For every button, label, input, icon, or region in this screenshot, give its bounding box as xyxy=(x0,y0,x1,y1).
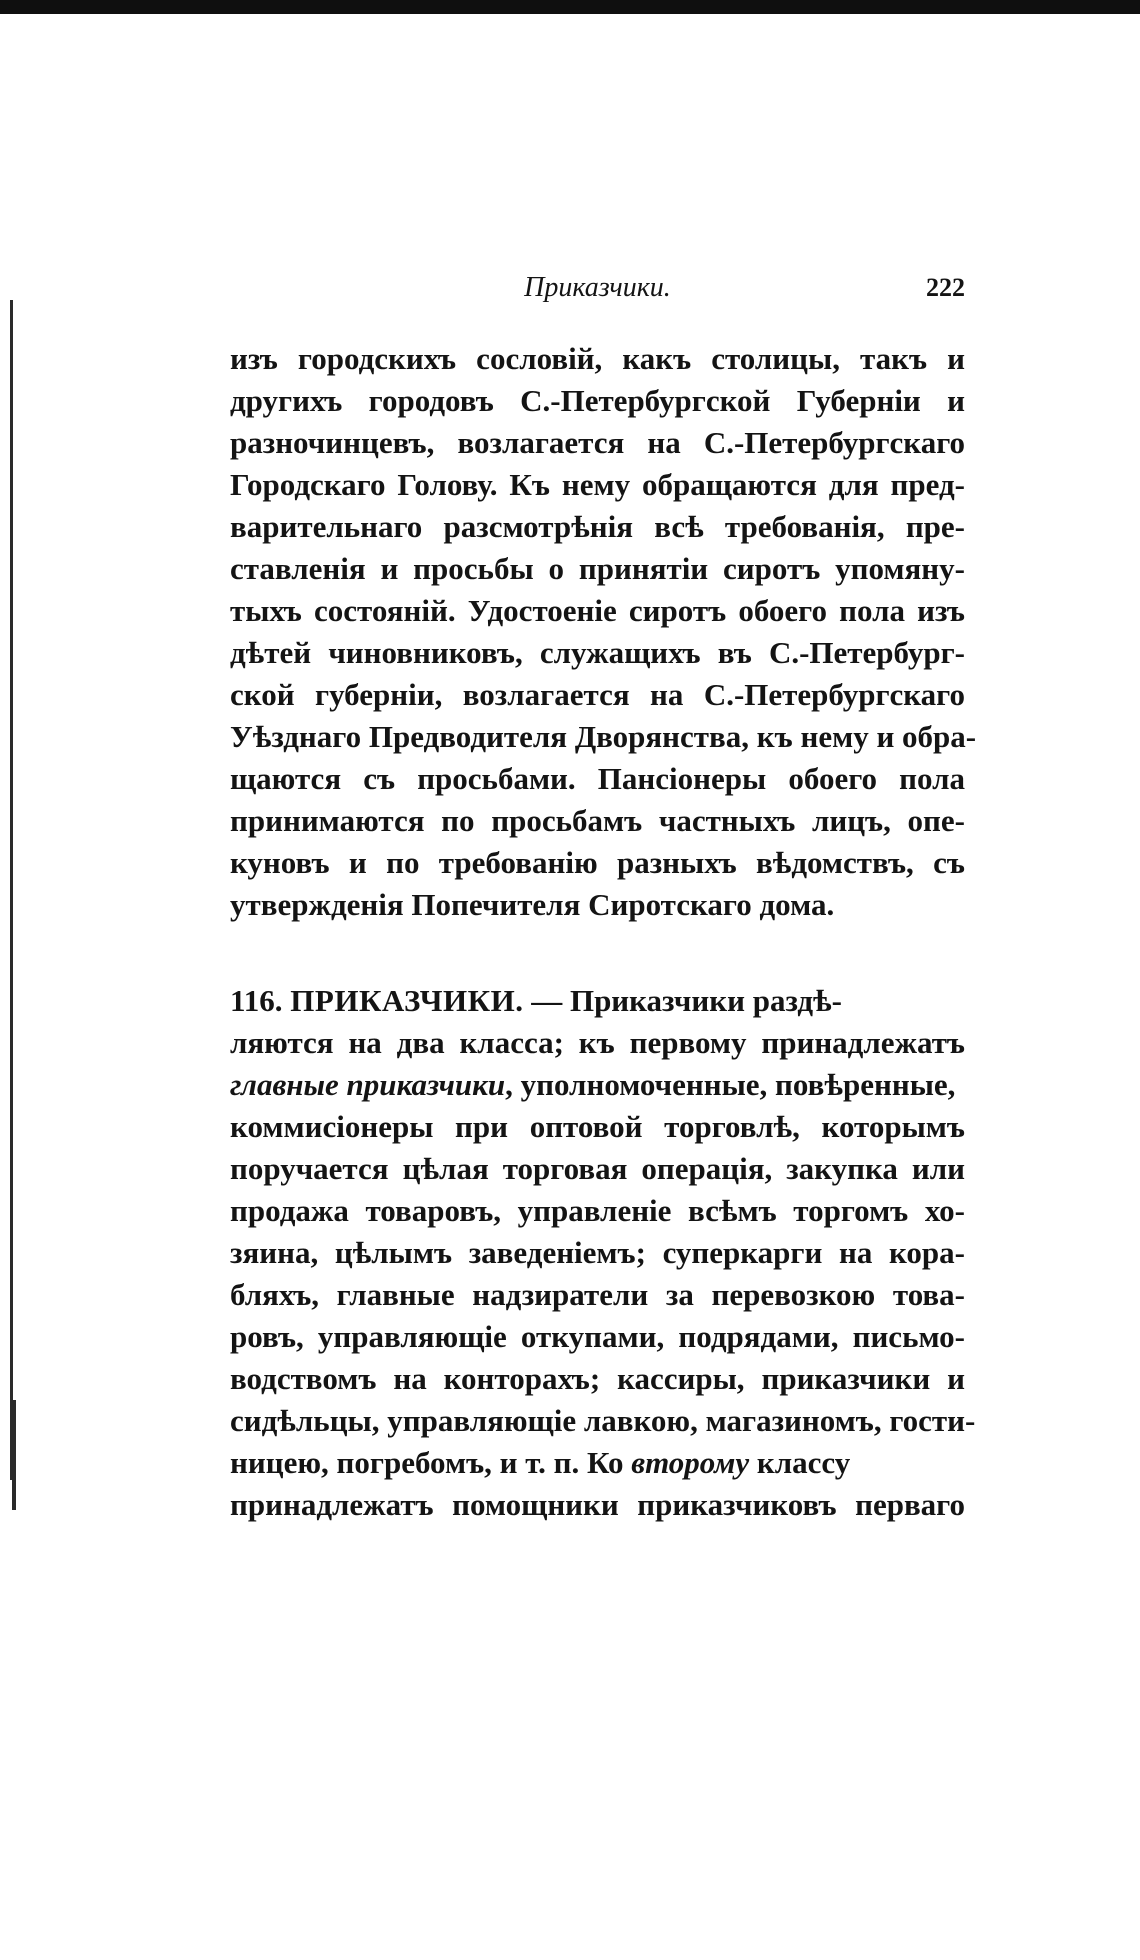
text-line: другихъ городовъ С.-Петербургской Губерніи и xyxy=(230,383,965,418)
text-fragment: , уполномоченные, повѣренные, xyxy=(505,1067,956,1102)
text-fragment: Приказчики раздѣ- xyxy=(569,983,842,1018)
running-title: Приказчики. xyxy=(524,272,671,303)
text-fragment: ницею, погребомъ, и т. п. Ко xyxy=(230,1445,632,1480)
text-line: принимаются по просьбамъ частныхъ лицъ, опе- xyxy=(230,803,965,838)
text-line: варительнаго разсмотрѣнія всѣ требованія, пре- xyxy=(230,509,965,544)
text-line xyxy=(230,1064,965,1106)
text-line: зяина, цѣлымъ заведеніемъ; суперкарги на кора- xyxy=(230,1235,965,1270)
text-line: ской губерніи, возлагается на С.-Петербургскаго xyxy=(230,677,965,712)
text-line: принадлежатъ помощники приказчиковъ перваго xyxy=(230,1487,965,1522)
italic-term: главные приказчики xyxy=(230,1067,506,1102)
page-number: 222 xyxy=(926,273,965,302)
paragraph-continuation xyxy=(230,338,977,926)
section-116 xyxy=(230,980,976,1526)
text-line: Уѣзднаго Предводителя Дворянства, къ нему и обра- xyxy=(230,719,977,754)
section-heading: ПРИКАЗЧИКИ. xyxy=(290,983,524,1018)
text-line: дѣтей чиновниковъ, служащихъ въ С.-Петербург- xyxy=(230,635,965,670)
text-line: водствомъ на конторахъ; кассиры, приказчики и xyxy=(230,1361,965,1396)
scan-left-edge xyxy=(10,300,13,1480)
text-line: ровъ, управляющіе откупами, подрядами, письмо- xyxy=(230,1319,965,1354)
text-fragment: классу xyxy=(749,1445,851,1480)
text-line: тыхъ состояній. Удостоеніе сиротъ обоего пола изъ xyxy=(230,593,965,628)
section-number: 116. xyxy=(230,983,283,1018)
text-line: бляхъ, главные надзиратели за перевозкою това- xyxy=(230,1277,965,1312)
text-line: коммисіонеры при оптовой торговлѣ, которымъ xyxy=(230,1109,965,1144)
text-line: утвержденія Попечителя Сиротскаго дома. xyxy=(230,887,835,922)
scan-top-border xyxy=(0,0,1140,14)
heading-dash: — xyxy=(523,983,570,1018)
text-line: ставленія и просьбы о принятіи сиротъ упомяну- xyxy=(230,551,965,586)
text-line: изъ городскихъ сословій, какъ столицы, такъ и xyxy=(230,341,965,376)
text-line: продажа товаровъ, управленіе всѣмъ торгомъ хо- xyxy=(230,1193,965,1228)
text-line: куновъ и по требованію разныхъ вѣдомствъ, съ xyxy=(230,845,965,880)
scan-left-edge-mark xyxy=(12,1400,16,1510)
text-line xyxy=(230,1442,965,1484)
text-line: щаются съ просьбами. Пансіонеры обоего пола xyxy=(230,761,965,796)
text-line: ляются на два класса; къ первому принадлежатъ xyxy=(230,1025,965,1060)
text-line: разночинцевъ, возлагается на С.-Петербургскаго xyxy=(230,425,965,460)
running-head xyxy=(230,268,965,308)
text-line: Городскаго Голову. Къ нему обращаются для пред- xyxy=(230,467,965,502)
italic-term: второму xyxy=(631,1445,750,1480)
text-line: сидѣльцы, управляющіе лавкою, магазиномъ, гости- xyxy=(230,1403,976,1438)
text-line: поручается цѣлая торговая операція, закупка или xyxy=(230,1151,965,1186)
section-heading-line xyxy=(230,980,965,1022)
